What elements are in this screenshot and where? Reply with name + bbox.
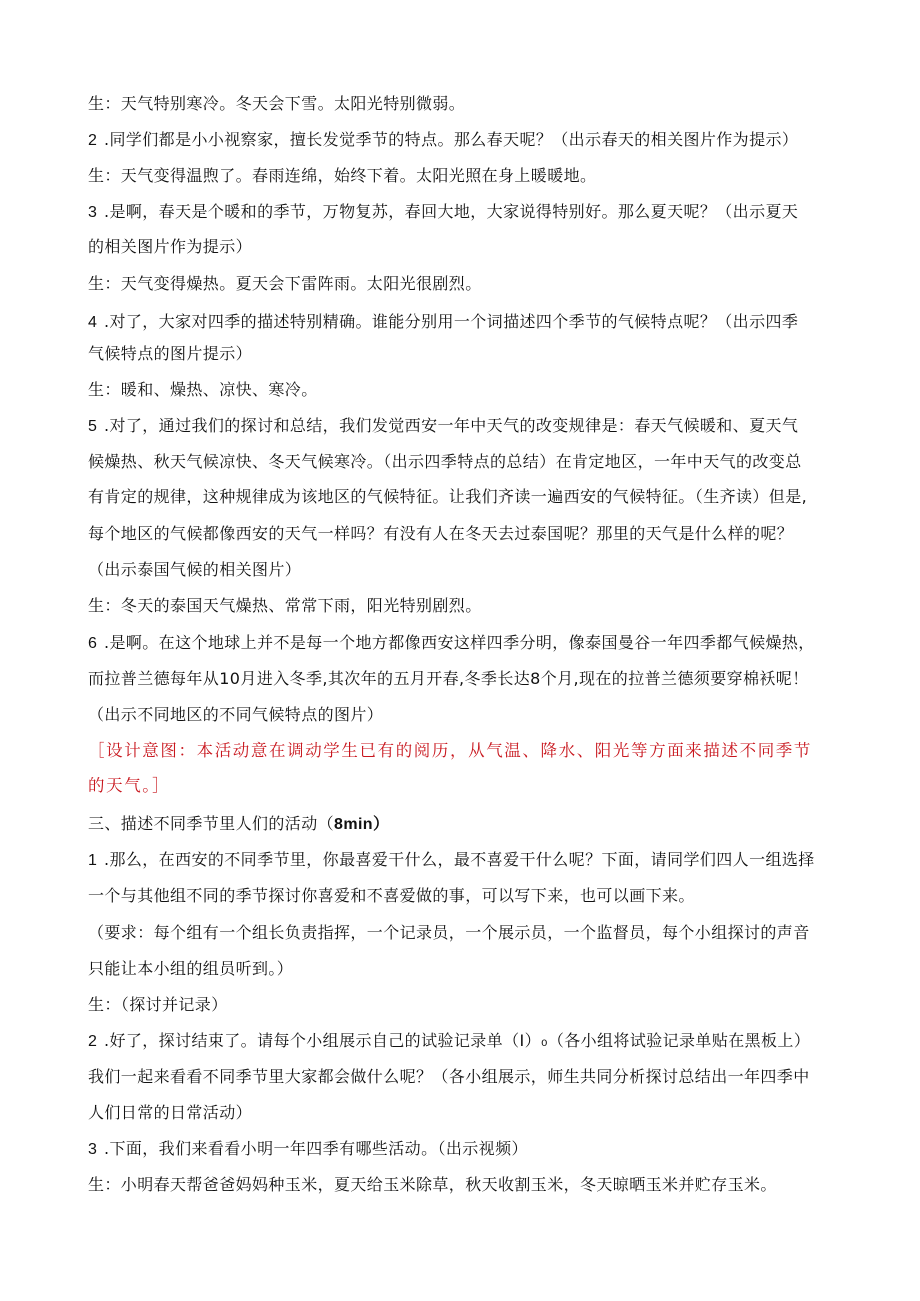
heading-time: 8min）: [334, 816, 390, 833]
design-intent-note: ［设计意图：本活动意在调动学生已有的阅历，从气温、降水、阳光等方面来描述不同季节: [88, 741, 812, 760]
item-text: .是啊，春天是个暖和的季节，万物复苏，春回大地，大家说得特别好。那么夏天呢？（出示夏天: [104, 202, 799, 221]
text-line: 的相关图片作为提示）: [88, 237, 253, 256]
item-number: 2: [88, 132, 98, 149]
numbered-item: [88, 312, 848, 333]
item-number: 6: [88, 635, 98, 652]
text-line: 每个地区的气候都像西安的天气一样吗？有没有人在冬天去过泰国呢？那里的天气是什么样的呢？: [88, 524, 794, 543]
text-line: 生：天气变得燥热。夏天会下雷阵雨。太阳光很剧烈。: [88, 274, 482, 293]
item-text: .好了，探讨结束了。请每个小组展示自己的试验记录单（I）₀（各小组将试验记录单贴在黑板上）: [104, 1031, 811, 1050]
numbered-item: [88, 130, 848, 151]
text-line: 生：冬天的泰国天气燥热、常常下雨，阳光特别剧烈。: [88, 596, 482, 615]
text-line: （出示泰国气候的相关图片）: [88, 560, 302, 579]
text-line: 有肯定的规律，这种规律成为该地区的气候特征。让我们齐读一遍西安的气候特征。（生齐读）但是,: [88, 487, 808, 506]
text-line: 生：小明春天帮爸爸妈妈种玉米，夏天给玉米除草，秋天收割玉米，冬天晾晒玉米并贮存玉米。: [88, 1175, 777, 1194]
item-number: 3: [88, 1141, 98, 1158]
heading-text: 三、描述不同季节里人们的活动（: [88, 814, 335, 833]
item-text: .是啊。在这个地球上并不是每一个地方都像西安这样四季分明，像泰国曼谷一年四季都气候燥热，: [104, 633, 815, 652]
design-intent-note: 的天气。］: [88, 776, 171, 795]
item-text: .对了，大家对四季的描述特别精确。谁能分别用一个词描述四个季节的气候特点呢？（出示四季: [104, 312, 799, 331]
numbered-item: [88, 850, 848, 871]
text-line: 只能让本小组的组员听到。）: [88, 959, 294, 978]
text-line: 候燥热、秋天气候凉快、冬天气候寒冷。（出示四季特点的总结）在肯定地区，一年中天气的改变总: [88, 452, 802, 471]
text-line: 生：暖和、燥热、凉快、寒冷。: [88, 380, 318, 399]
section-heading: [88, 814, 848, 835]
numbered-item: [88, 1139, 848, 1160]
item-text: .对了，通过我们的探讨和总结，我们发觉西安一年中天气的改变规律是：春天气候暖和、夏天气: [104, 416, 799, 435]
numbered-item: [88, 202, 848, 223]
text-line: 生：（探讨并记录）: [88, 995, 228, 1014]
text-line: 生：天气变得温煦了。春雨连绵，始终下着。太阳光照在身上暖暖地。: [88, 166, 597, 185]
item-text: .同学们都是小小视察家，擅长发觉季节的特点。那么春天呢？（出示春天的相关图片作为提示）: [104, 130, 799, 149]
text-line: 我们一起来看看不同季节里大家都会做什么呢？（各小组展示，师生共同分析探讨总结出一年四季中: [88, 1067, 810, 1086]
text-line: （出示不同地区的不同气候特点的图片）: [88, 705, 384, 724]
text-line: 一个与其他组不同的季节探讨你喜爱和不喜爱做的事，可以写下来，也可以画下来。: [88, 886, 695, 905]
text-line: 气候特点的图片提示）: [88, 344, 253, 363]
numbered-item: [88, 416, 848, 437]
numbered-item: [88, 1031, 848, 1052]
text-line: （要求：每个组有一个组长负责指挥，一个记录员，一个展示员，一个监督员，每个小组探讨的声音: [88, 923, 810, 942]
text-line: 生：天气特别寒冷。冬天会下雪。太阳光特别微弱。: [88, 94, 466, 113]
item-number: 2: [88, 1033, 98, 1050]
item-number: 5: [88, 418, 98, 435]
item-number: 4: [88, 314, 98, 331]
item-number: 3: [88, 204, 98, 221]
text-line: 而拉普兰德每年从10月进入冬季,其次年的五月开春,冬季长达8个月,现在的拉普兰德须要穿棉袄呢！: [88, 669, 809, 688]
item-text: .那么，在西安的不同季节里，你最喜爱干什么，最不喜爱干什么呢？下面，请同学们四人一组选择: [104, 850, 815, 869]
numbered-item: [88, 633, 848, 654]
item-text: .下面，我们来看看小明一年四季有哪些活动。（出示视频）: [104, 1139, 528, 1158]
item-number: 1: [88, 852, 98, 869]
text-line: 人们日常的日常活动）: [88, 1103, 253, 1122]
